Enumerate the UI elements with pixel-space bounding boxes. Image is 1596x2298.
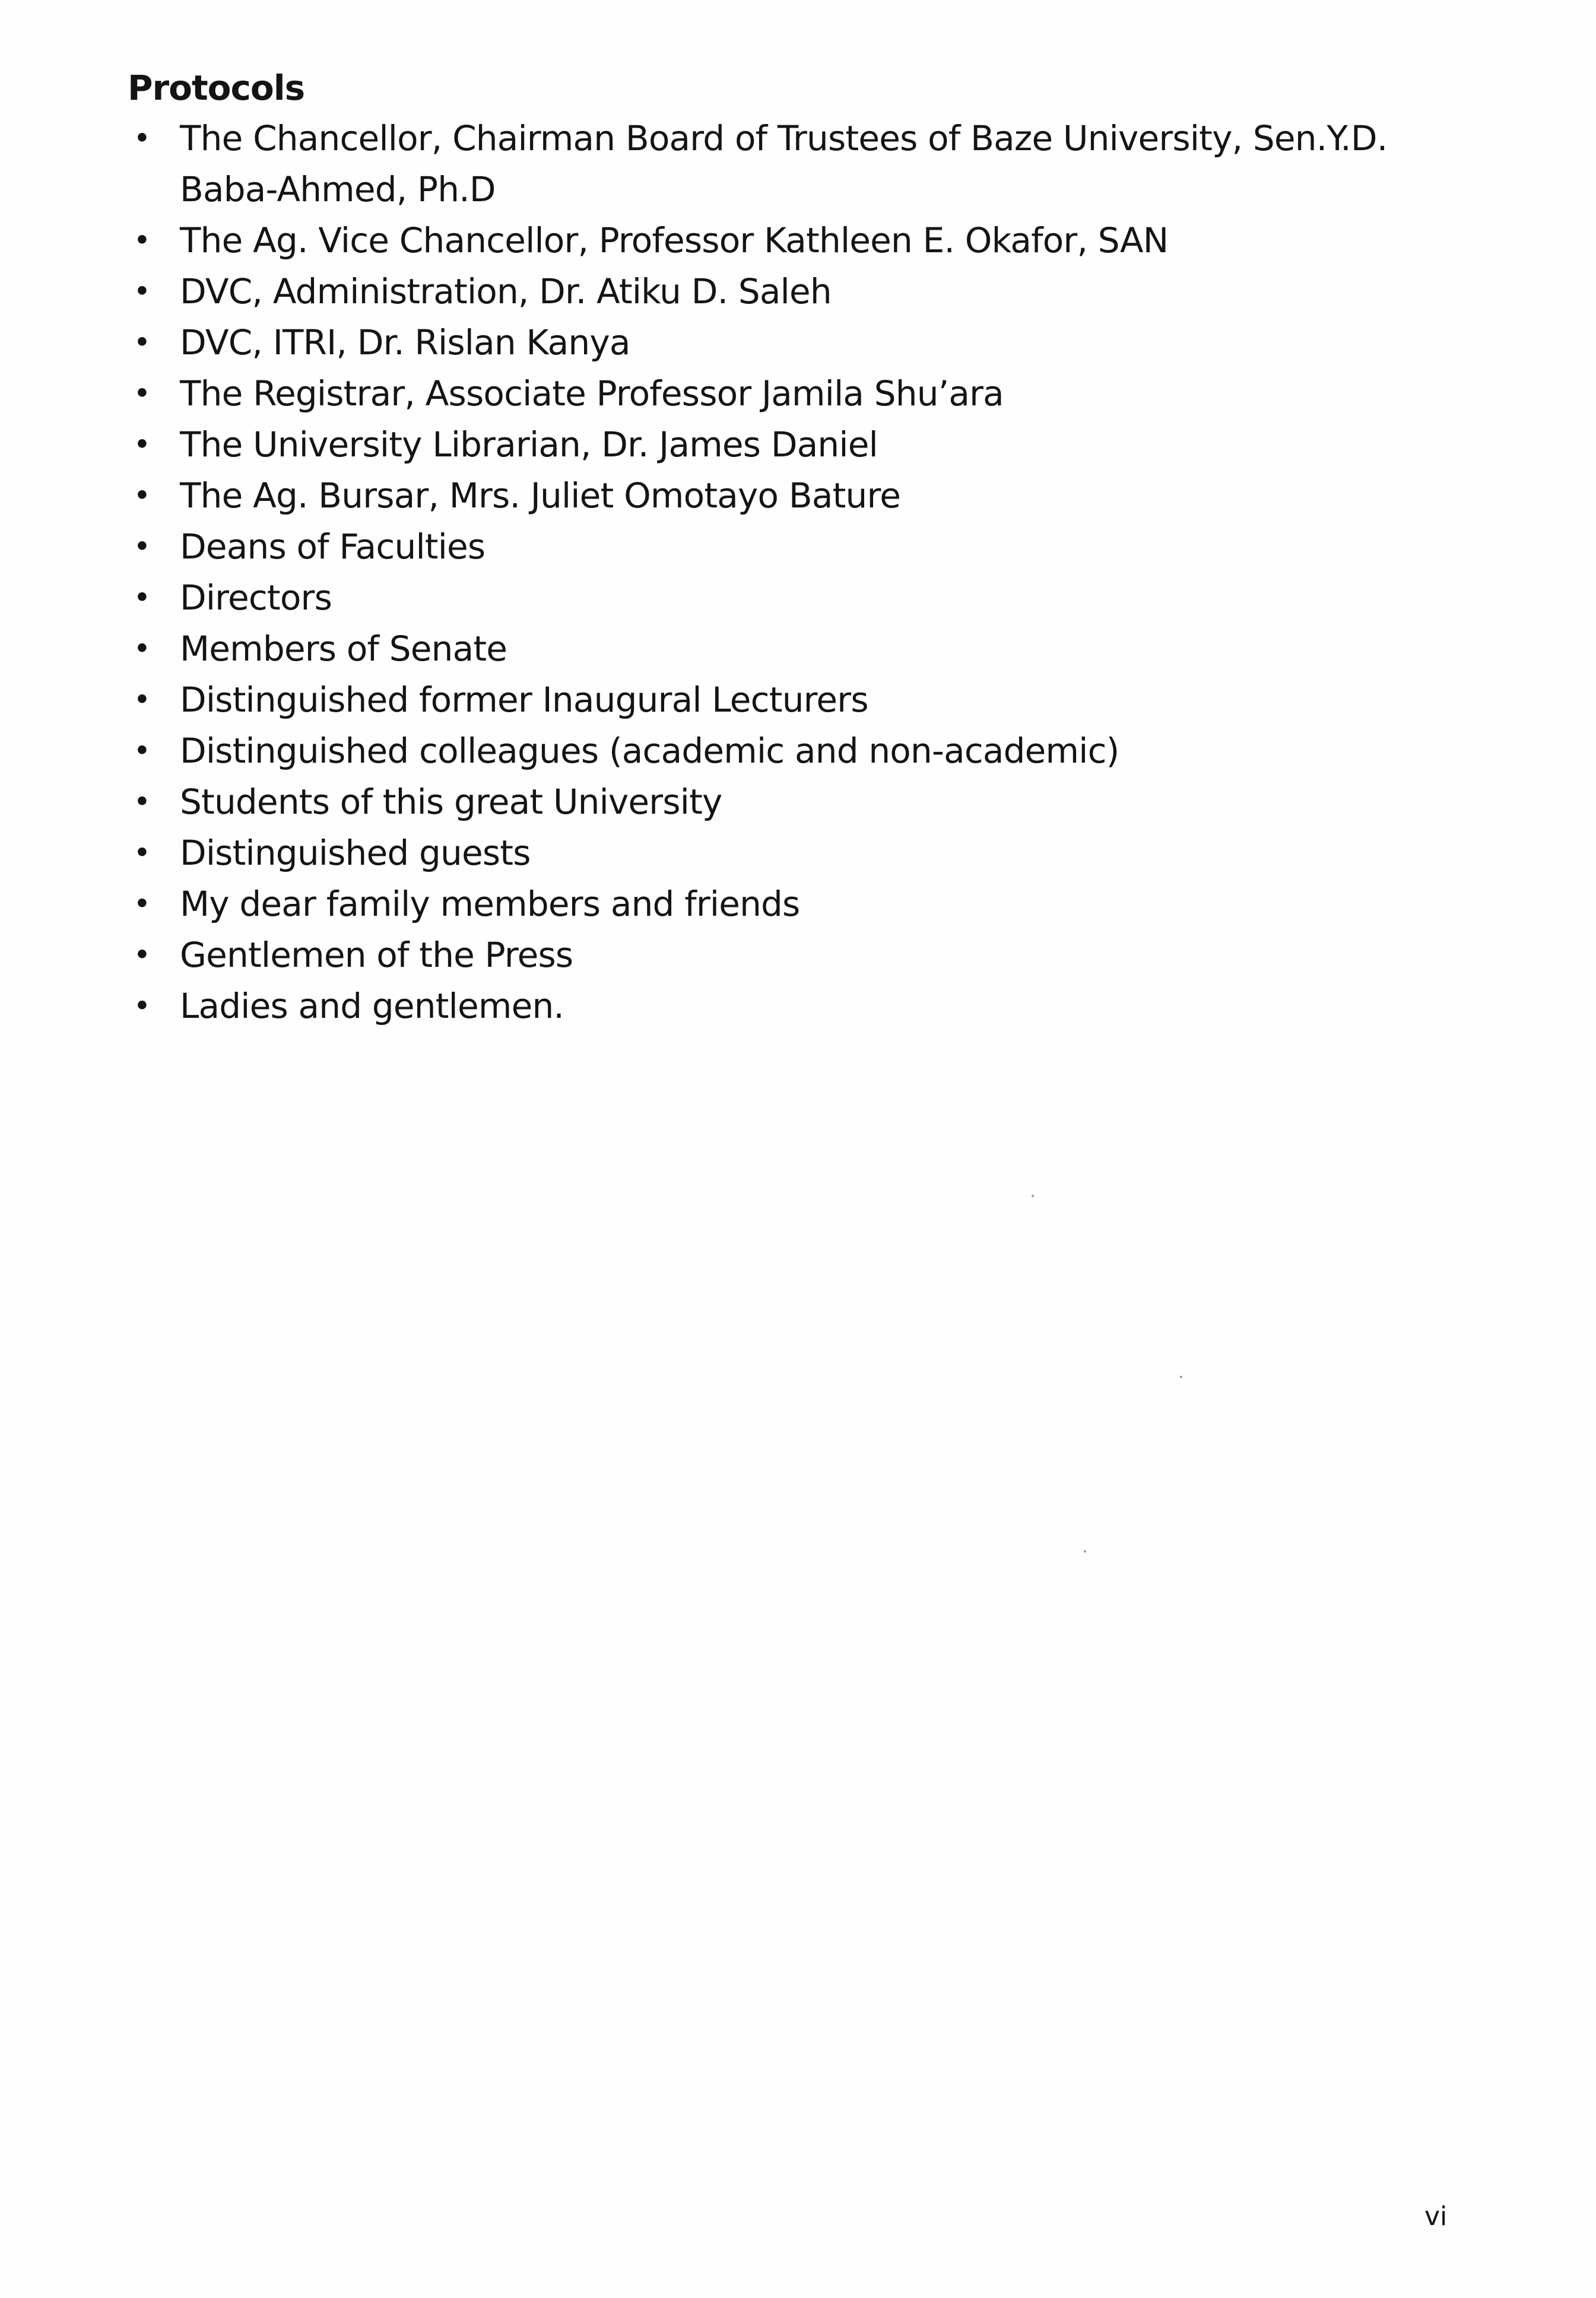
section-heading: Protocols bbox=[128, 68, 305, 108]
list-item-text: The Registrar, Associate Professor Jamila Shu’ara bbox=[180, 373, 1004, 414]
bullet-icon: • bbox=[133, 580, 151, 615]
bullet-icon: • bbox=[133, 478, 151, 513]
list-item bbox=[128, 878, 1493, 929]
list-item bbox=[128, 368, 1493, 419]
list-item-text: Distinguished former Inaugural Lecturers bbox=[180, 680, 868, 720]
list-item-text: DVC, Administration, Dr. Atiku D. Saleh bbox=[180, 271, 832, 312]
bullet-icon: • bbox=[133, 325, 151, 360]
list-item-text: Deans of Faculties bbox=[180, 526, 486, 567]
bullet-icon: • bbox=[133, 836, 151, 870]
list-item bbox=[128, 113, 1493, 215]
list-item bbox=[128, 419, 1493, 470]
list-item-text: The Chancellor, Chairman Board of Trustees of Baze University, Sen.Y.D. Baba-Ahmed, Ph.D bbox=[180, 118, 1388, 210]
list-item-text: Gentlemen of the Press bbox=[180, 935, 573, 975]
list-item-text: The Ag. Vice Chancellor, Professor Kathleen E. Okafor, SAN bbox=[180, 220, 1169, 261]
list-item-text: The Ag. Bursar, Mrs. Juliet Omotayo Bature bbox=[180, 475, 901, 516]
bullet-icon: • bbox=[133, 989, 151, 1023]
bullet-icon: • bbox=[133, 887, 151, 921]
list-item bbox=[128, 827, 1493, 878]
list-item-text: DVC, ITRI, Dr. Rislan Kanya bbox=[180, 322, 630, 363]
bullet-icon: • bbox=[133, 785, 151, 819]
list-item-text: Members of Senate bbox=[180, 629, 507, 669]
list-item-text: Ladies and gentlemen. bbox=[180, 986, 564, 1026]
list-item bbox=[128, 572, 1493, 623]
protocol-list bbox=[128, 113, 1493, 1031]
list-item-text: Distinguished guests bbox=[180, 833, 531, 873]
bullet-icon: • bbox=[133, 631, 151, 666]
bullet-icon: • bbox=[133, 938, 151, 972]
list-item bbox=[128, 674, 1493, 725]
bullet-icon: • bbox=[133, 274, 151, 309]
bullet-icon: • bbox=[133, 427, 151, 462]
list-item-text: Distinguished colleagues (academic and non-academic) bbox=[180, 731, 1119, 771]
list-item bbox=[128, 725, 1493, 776]
list-item bbox=[128, 929, 1493, 980]
bullet-icon: • bbox=[133, 376, 151, 411]
list-item bbox=[128, 317, 1493, 368]
scan-speck bbox=[1032, 1195, 1034, 1197]
list-item bbox=[128, 776, 1493, 827]
scan-speck bbox=[1084, 1550, 1086, 1553]
list-item-text: The University Librarian, Dr. James Daniel bbox=[180, 424, 878, 465]
list-item bbox=[128, 623, 1493, 674]
bullet-icon: • bbox=[133, 683, 151, 717]
list-item bbox=[128, 470, 1493, 521]
list-item-text: Directors bbox=[180, 577, 332, 618]
list-item-text: My dear family members and friends bbox=[180, 884, 800, 924]
bullet-icon: • bbox=[133, 529, 151, 564]
list-item bbox=[128, 521, 1493, 572]
list-item-text: Students of this great University bbox=[180, 782, 722, 822]
bullet-icon: • bbox=[133, 223, 151, 258]
page-number: vi bbox=[1424, 2201, 1448, 2232]
scan-speck bbox=[1180, 1376, 1182, 1378]
list-item bbox=[128, 215, 1493, 266]
list-item bbox=[128, 266, 1493, 317]
bullet-icon: • bbox=[133, 734, 151, 768]
bullet-icon: • bbox=[133, 121, 151, 155]
list-item bbox=[128, 980, 1493, 1031]
